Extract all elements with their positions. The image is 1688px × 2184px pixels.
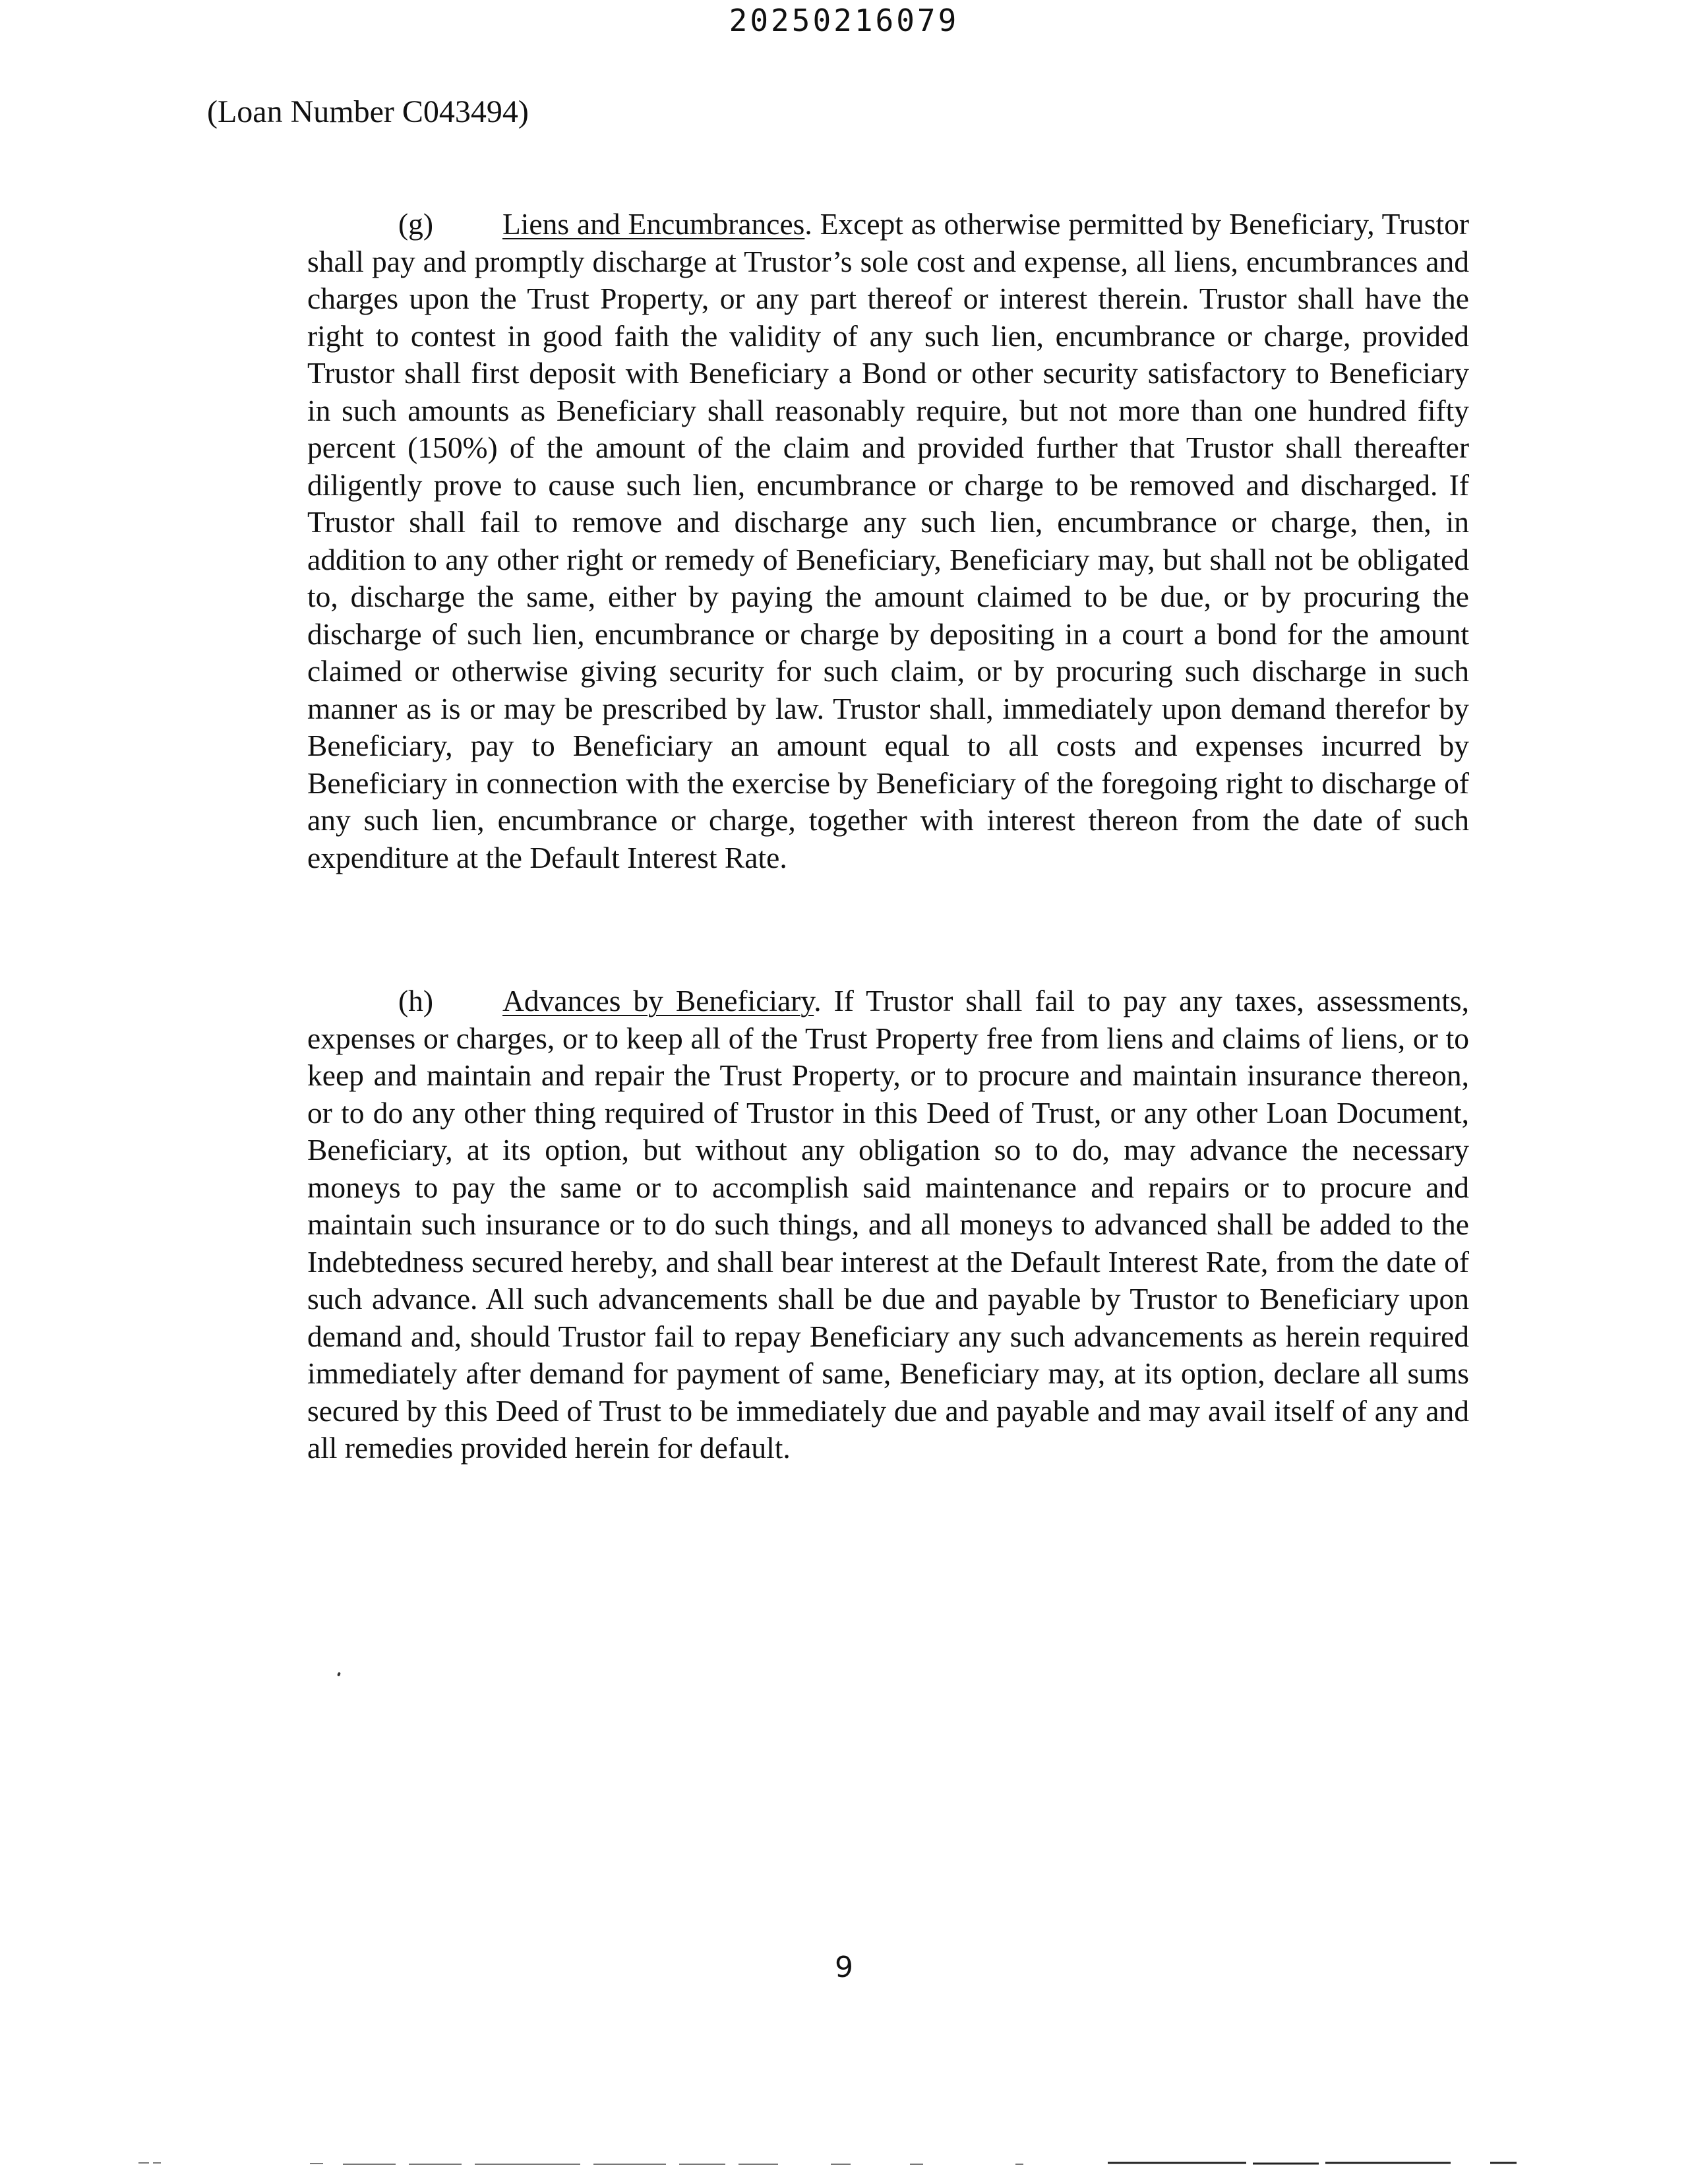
paragraph-body: . Except as otherwise permitted by Beneficiary, Trustor shall pay and promptly discharge at Trustor’s sole cost and expense, all liens, encumbrances and charges upon the Trust Property, or any part thereof or interest therein. Trustor shall have the right to contest in good faith the validity of any such lien, encumbrance or charge, provided Trustor shall first deposit with Beneficiary a Bond or other security satisfactory to Beneficiary in such amounts as Beneficiary shall reasonably require, but not more than one hundred fifty percent (150%) of the amount of the claim and provided further that Trustor shall thereafter diligently prove to cause such lien, encumbrance or charge to be removed and discharged. If Trustor shall fail to remove and discharge any such lien, encumbrance or charge, then, in addition to any other right or remedy of Beneficiary, Beneficiary may, but shall not be obligated to, discharge the same, either by paying the amount claimed to be due, or by procuring the discharge of such lien, encumbrance or charge by depositing in a court a bond for the amount claimed or otherwise giving security for such claim, or by procuring such discharge in such manner as is or may be prescribed by law. Trustor shall, immediately upon demand therefor by Beneficiary, pay to Beneficiary an amount equal to all costs and expenses incurred by Beneficiary in connection with the exercise by Beneficiary of the foregoing right to discharge of any such lien, encumbrance or charge, together with interest thereon from the date of such expenditure at the Default Interest Rate. <box>307 207 1469 874</box>
paragraph-marker: (h) <box>398 984 434 1017</box>
paragraph-marker: (g) <box>398 207 434 241</box>
page-number: 9 <box>835 1951 853 1984</box>
scan-speck <box>337 1672 341 1676</box>
scan-edge-artifacts <box>0 2155 1688 2175</box>
paragraph-advances-by-beneficiary <box>307 983 1469 1467</box>
loan-number: (Loan Number C043494) <box>207 94 529 129</box>
recording-number: 20250216079 <box>729 3 959 38</box>
paragraph-body: . If Trustor shall fail to pay any taxes, assessments, expenses or charges, or to keep all of the Trust Property free from liens and claims of liens, or to keep and maintain and repair the Trust Property, or to procure and maintain insurance thereon, or to do any other thing required of Trustor in this Deed of Trust, or any other Loan Document, Beneficiary, at its option, but without any obligation so to do, may advance the necessary moneys to pay the same or to accomplish said maintenance and repairs or to procure and maintain such insurance or to do such things, and all moneys to advanced shall be added to the Indebtedness secured hereby, and shall bear interest at the Default Interest Rate, from the date of such advance. All such advancements shall be due and payable by Trustor to Beneficiary upon demand and, should Trustor fail to repay Beneficiary any such advancements as herein required immediately after demand for payment of same, Beneficiary may, at its option, declare all sums secured by this Deed of Trust to be immediately due and payable and may avail itself of any and all remedies provided herein for default. <box>307 984 1469 1465</box>
paragraph-heading: Advances by Beneficiary <box>502 984 814 1017</box>
paragraph-liens-and-encumbrances <box>307 206 1469 876</box>
paragraph-heading: Liens and Encumbrances <box>502 207 805 241</box>
